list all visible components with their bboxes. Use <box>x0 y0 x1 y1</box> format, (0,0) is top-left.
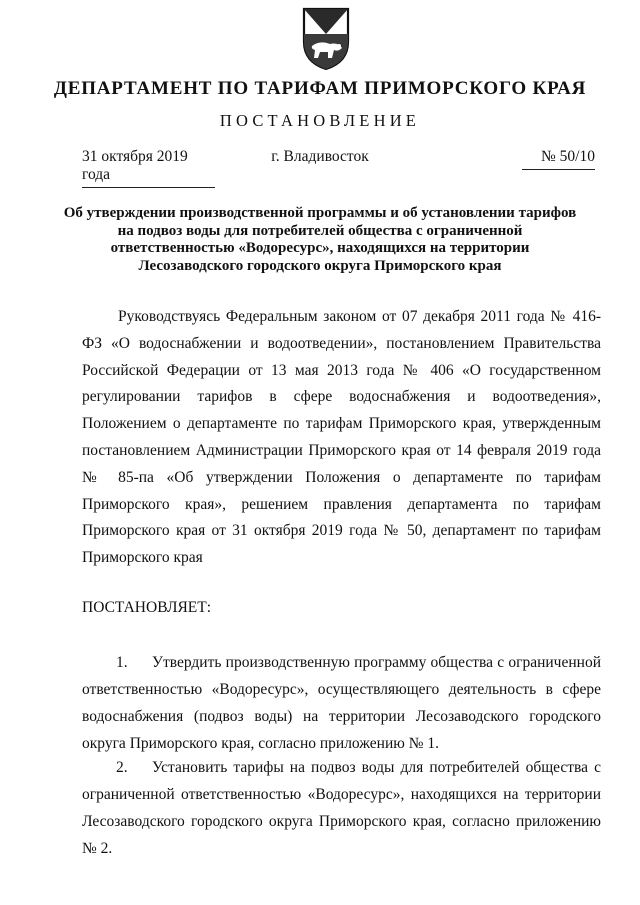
document-type: ПОСТАНОВЛЕНИЕ <box>219 111 421 130</box>
document-number: № 50/10 <box>522 148 595 170</box>
resolution-item <box>82 649 601 757</box>
document-heading: Об утверждении производственной программы и об установлении тарифов на подвоз воды для потребителей общества с ограниченной ответственностью «Водоресурс», находящихся на территории Лесозаводского городского округа Приморского края <box>63 205 577 274</box>
item-number: 2. <box>116 759 128 776</box>
document-date: 31 октября 2019 года <box>82 148 215 188</box>
primorsky-krai-coat-of-arms-icon <box>300 6 352 72</box>
item-text: Утвердить производственную программу общества с ограниченной ответственностью «Водоресурс», осуществляющего деятельность в сфере водоснабжения (подвоз воды) на территории Лесозаводского городского округа Приморского края, согласно приложению № 1. <box>82 654 601 752</box>
department-name: ДЕПАРТАМЕНТ ПО ТАРИФАМ ПРИМОРСКОГО КРАЯ <box>53 78 587 99</box>
document-city: г. Владивосток <box>271 148 369 165</box>
item-number: 1. <box>116 654 128 671</box>
item-text: Установить тарифы на подвоз воды для потребителей общества с ограниченной ответственностью «Водоресурс», находящихся на территории Лесозаводского городского округа Приморского края, согласно приложению № 2. <box>82 759 601 857</box>
preamble-paragraph: Руководствуясь Федеральным законом от 07 декабря 2011 года № 416-ФЗ «О водоснабжении и водоотведении», постановлением Правительства Российской Федерации от 13 мая 2013 года № 406 «О государственном регулировании тарифов в сфере водоснабжения и водоотведения», Положением о департаменте по тарифам Приморского края, утвержденным постановлением Администрации Приморского края от 14 февраля 2019 года № 85-па «Об утверждении Положения о департаменте по тарифам Приморского края», решением правления департамента по тарифам Приморского края от 31 октября 2019 года № 50, департамент по тарифам Приморского края <box>82 308 601 567</box>
resolution-item <box>82 754 601 862</box>
resolves-label: ПОСТАНОВЛЯЕТ: <box>82 599 212 616</box>
